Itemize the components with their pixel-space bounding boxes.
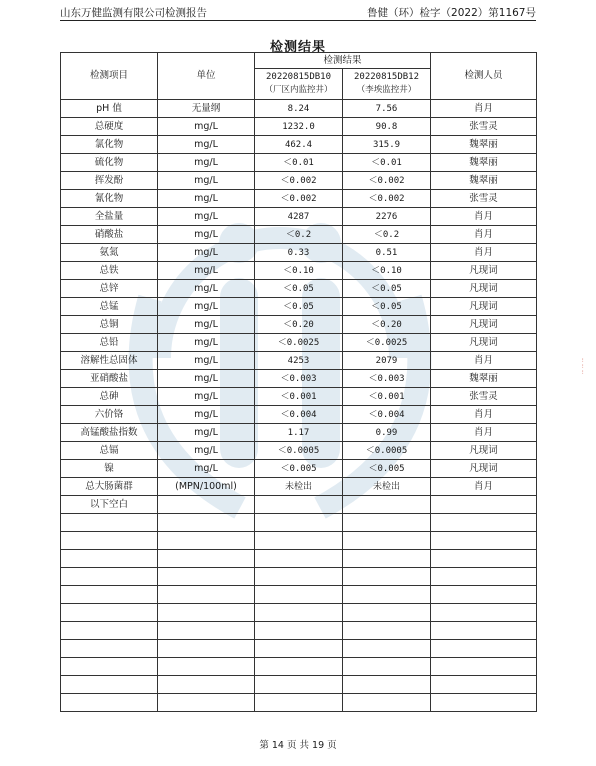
person-cell: 凡现词: [431, 262, 537, 280]
side-stamp-mark: ⁝ ⁝ ⁝: [582, 358, 584, 376]
empty-cell: [158, 694, 255, 712]
empty-cell: [61, 586, 158, 604]
sample-2-id: 20220815DB12: [353, 72, 420, 82]
empty-cell: [255, 550, 343, 568]
blank-row: [61, 658, 537, 676]
sample-2-value: 未检出: [343, 478, 431, 496]
empty-cell: [431, 676, 537, 694]
report-number: 鲁健（环）检字（2022）第1167号: [367, 7, 536, 19]
blank-row: [61, 604, 537, 622]
table-row: [61, 388, 537, 406]
results-body: [61, 100, 537, 712]
table-row: [61, 316, 537, 334]
item-cell: 总铜: [61, 316, 158, 334]
empty-cell: [158, 658, 255, 676]
sample-2-value: 315.9: [343, 136, 431, 154]
person-cell: 魏翠丽: [431, 172, 537, 190]
table-row: [61, 136, 537, 154]
table-row: [61, 298, 537, 316]
empty-cell: [61, 622, 158, 640]
sample-2-location: （李埃监控井）: [356, 85, 417, 95]
item-cell: 总硬度: [61, 118, 158, 136]
col-header-results: 检测结果: [255, 53, 431, 69]
sample-2-value: 2079: [343, 352, 431, 370]
item-cell: 总砷: [61, 388, 158, 406]
col-header-unit: 单位: [158, 53, 255, 100]
unit-cell: (MPN/100ml): [158, 478, 255, 496]
company-name: 山东万健监测有限公司检测报告: [60, 7, 207, 19]
sample-1-value: ＜0.005: [255, 460, 343, 478]
sample-1-value: ＜0.002: [255, 190, 343, 208]
end-note-row: [61, 496, 537, 514]
empty-cell: [343, 658, 431, 676]
sample-1-value: 4287: [255, 208, 343, 226]
person-cell: 肖月: [431, 208, 537, 226]
empty-cell: [431, 568, 537, 586]
table-row: [61, 334, 537, 352]
unit-cell: mg/L: [158, 208, 255, 226]
table-row: [61, 154, 537, 172]
unit-cell: mg/L: [158, 226, 255, 244]
empty-cell: [343, 622, 431, 640]
item-cell: 总铅: [61, 334, 158, 352]
empty-cell: [61, 550, 158, 568]
person-cell: 凡现词: [431, 298, 537, 316]
blank-row: [61, 622, 537, 640]
sample-2-value: ＜0.05: [343, 298, 431, 316]
empty-cell: [255, 604, 343, 622]
empty-cell: [431, 496, 537, 514]
empty-cell: [255, 658, 343, 676]
empty-cell: [343, 550, 431, 568]
sample-2-value: ＜0.004: [343, 406, 431, 424]
sample-1-value: 1.17: [255, 424, 343, 442]
person-cell: 凡现词: [431, 442, 537, 460]
sample-1-value: ＜0.0005: [255, 442, 343, 460]
unit-cell: mg/L: [158, 406, 255, 424]
table-row: [61, 460, 537, 478]
unit-cell: mg/L: [158, 172, 255, 190]
person-cell: 肖月: [431, 244, 537, 262]
sample-2-value: ＜0.001: [343, 388, 431, 406]
sample-2-value: ＜0.002: [343, 190, 431, 208]
sample-1-value: 未检出: [255, 478, 343, 496]
unit-cell: mg/L: [158, 280, 255, 298]
item-cell: 总大肠菌群: [61, 478, 158, 496]
unit-cell: mg/L: [158, 190, 255, 208]
item-cell: 挥发酚: [61, 172, 158, 190]
table-row: [61, 172, 537, 190]
empty-cell: [431, 640, 537, 658]
unit-cell: mg/L: [158, 352, 255, 370]
sample-2-value: ＜0.0005: [343, 442, 431, 460]
item-cell: 全盐量: [61, 208, 158, 226]
person-cell: 张雪灵: [431, 118, 537, 136]
sample-2-value: 0.51: [343, 244, 431, 262]
empty-cell: [343, 586, 431, 604]
empty-cell: [255, 568, 343, 586]
empty-cell: [255, 640, 343, 658]
item-cell: 亚硝酸盐: [61, 370, 158, 388]
col-header-item: 检测项目: [61, 53, 158, 100]
empty-cell: [431, 532, 537, 550]
unit-cell: mg/L: [158, 316, 255, 334]
sample-2-value: 7.56: [343, 100, 431, 118]
empty-cell: [61, 604, 158, 622]
empty-cell: [158, 532, 255, 550]
empty-cell: [343, 496, 431, 514]
blank-row: [61, 532, 537, 550]
sample-1-value: ＜0.004: [255, 406, 343, 424]
empty-cell: [343, 532, 431, 550]
table-row: [61, 424, 537, 442]
report-header: [60, 6, 536, 21]
table-row: [61, 262, 537, 280]
empty-cell: [343, 568, 431, 586]
item-cell: 氯化物: [61, 136, 158, 154]
empty-cell: [158, 514, 255, 532]
empty-cell: [61, 658, 158, 676]
empty-cell: [343, 514, 431, 532]
empty-cell: [255, 622, 343, 640]
empty-cell: [255, 694, 343, 712]
person-cell: 凡现词: [431, 334, 537, 352]
empty-cell: [343, 694, 431, 712]
person-cell: 肖月: [431, 478, 537, 496]
unit-cell: mg/L: [158, 136, 255, 154]
sample-1-value: ＜0.003: [255, 370, 343, 388]
item-cell: pH 值: [61, 100, 158, 118]
item-cell: 硝酸盐: [61, 226, 158, 244]
table-row: [61, 406, 537, 424]
person-cell: 张雪灵: [431, 388, 537, 406]
empty-cell: [343, 640, 431, 658]
unit-cell: mg/L: [158, 442, 255, 460]
sample-1-value: ＜0.05: [255, 280, 343, 298]
page-title: 检测结果: [269, 40, 326, 55]
person-cell: 凡现词: [431, 280, 537, 298]
blank-row: [61, 676, 537, 694]
empty-cell: [158, 604, 255, 622]
person-cell: 张雪灵: [431, 190, 537, 208]
sample-2-value: ＜0.003: [343, 370, 431, 388]
table-row: [61, 442, 537, 460]
empty-cell: [61, 640, 158, 658]
unit-cell: mg/L: [158, 388, 255, 406]
empty-cell: [61, 532, 158, 550]
empty-cell: [158, 568, 255, 586]
table-row: [61, 190, 537, 208]
table-row: [61, 280, 537, 298]
person-cell: 魏翠丽: [431, 136, 537, 154]
empty-cell: [431, 694, 537, 712]
sample-1-value: 0.33: [255, 244, 343, 262]
item-cell: 镍: [61, 460, 158, 478]
unit-cell: mg/L: [158, 262, 255, 280]
empty-cell: [158, 550, 255, 568]
empty-cell: [158, 640, 255, 658]
item-cell: 总铁: [61, 262, 158, 280]
empty-cell: [343, 676, 431, 694]
sample-1-value: 8.24: [255, 100, 343, 118]
sample-2-value: ＜0.0025: [343, 334, 431, 352]
sample-2-value: ＜0.01: [343, 154, 431, 172]
empty-cell: [61, 568, 158, 586]
sample-2-value: 0.99: [343, 424, 431, 442]
empty-cell: [158, 586, 255, 604]
empty-cell: [158, 496, 255, 514]
unit-cell: 无量纲: [158, 100, 255, 118]
sample-2-value: ＜0.10: [343, 262, 431, 280]
empty-cell: [431, 586, 537, 604]
table-row: [61, 226, 537, 244]
person-cell: 魏翠丽: [431, 370, 537, 388]
person-cell: 肖月: [431, 424, 537, 442]
sample-1-value: 1232.0: [255, 118, 343, 136]
blank-row: [61, 694, 537, 712]
empty-cell: [61, 694, 158, 712]
unit-cell: mg/L: [158, 154, 255, 172]
sample-1-value: 462.4: [255, 136, 343, 154]
table-row: [61, 100, 537, 118]
table-row: [61, 208, 537, 226]
blank-row: [61, 640, 537, 658]
sample-1-value: ＜0.2: [255, 226, 343, 244]
person-cell: 肖月: [431, 406, 537, 424]
sample-2-value: 90.8: [343, 118, 431, 136]
page-number: 第 14 页 共 19 页: [259, 740, 337, 751]
table-row: [61, 118, 537, 136]
sample-1-value: ＜0.10: [255, 262, 343, 280]
person-cell: 凡现词: [431, 460, 537, 478]
item-cell: 总锌: [61, 280, 158, 298]
item-cell: 六价铬: [61, 406, 158, 424]
sample-2-value: ＜0.05: [343, 280, 431, 298]
sample-1-header: [255, 69, 343, 100]
table-row: [61, 478, 537, 496]
empty-cell: [255, 676, 343, 694]
person-cell: 魏翠丽: [431, 154, 537, 172]
person-cell: 肖月: [431, 226, 537, 244]
blank-row: [61, 550, 537, 568]
item-cell: 氨氮: [61, 244, 158, 262]
sample-1-id: 20220815DB10: [265, 72, 332, 82]
item-cell: 溶解性总固体: [61, 352, 158, 370]
empty-cell: [431, 604, 537, 622]
person-cell: 肖月: [431, 352, 537, 370]
sample-1-value: ＜0.001: [255, 388, 343, 406]
unit-cell: mg/L: [158, 370, 255, 388]
table-row: [61, 352, 537, 370]
sample-1-value: ＜0.05: [255, 298, 343, 316]
sample-1-value: 4253: [255, 352, 343, 370]
sample-1-value: ＜0.01: [255, 154, 343, 172]
sample-1-location: （厂区内监控井）: [264, 85, 333, 95]
sample-2-value: ＜0.002: [343, 172, 431, 190]
unit-cell: mg/L: [158, 118, 255, 136]
item-cell: 总镉: [61, 442, 158, 460]
unit-cell: mg/L: [158, 424, 255, 442]
table-row: [61, 370, 537, 388]
sample-2-value: ＜0.005: [343, 460, 431, 478]
empty-cell: [158, 622, 255, 640]
blank-row: [61, 568, 537, 586]
sample-1-value: ＜0.002: [255, 172, 343, 190]
unit-cell: mg/L: [158, 244, 255, 262]
blank-row: [61, 586, 537, 604]
results-table: [60, 52, 537, 712]
unit-cell: mg/L: [158, 460, 255, 478]
sample-2-value: 2276: [343, 208, 431, 226]
col-header-person: 检测人员: [431, 53, 537, 100]
empty-cell: [255, 514, 343, 532]
unit-cell: mg/L: [158, 334, 255, 352]
empty-cell: [431, 514, 537, 532]
item-cell: 总锰: [61, 298, 158, 316]
empty-cell: [61, 676, 158, 694]
empty-cell: [431, 622, 537, 640]
empty-cell: [158, 676, 255, 694]
person-cell: 凡现词: [431, 316, 537, 334]
sample-2-value: ＜0.20: [343, 316, 431, 334]
end-note: 以下空白: [61, 496, 158, 514]
item-cell: 高锰酸盐指数: [61, 424, 158, 442]
blank-row: [61, 514, 537, 532]
empty-cell: [431, 658, 537, 676]
item-cell: 氰化物: [61, 190, 158, 208]
empty-cell: [255, 496, 343, 514]
item-cell: 硫化物: [61, 154, 158, 172]
person-cell: 肖月: [431, 100, 537, 118]
sample-2-header: [343, 69, 431, 100]
sample-2-value: ＜0.2: [343, 226, 431, 244]
table-row: [61, 244, 537, 262]
empty-cell: [255, 532, 343, 550]
unit-cell: mg/L: [158, 298, 255, 316]
empty-cell: [431, 550, 537, 568]
sample-1-value: ＜0.20: [255, 316, 343, 334]
empty-cell: [255, 586, 343, 604]
sample-1-value: ＜0.0025: [255, 334, 343, 352]
empty-cell: [61, 514, 158, 532]
empty-cell: [343, 604, 431, 622]
